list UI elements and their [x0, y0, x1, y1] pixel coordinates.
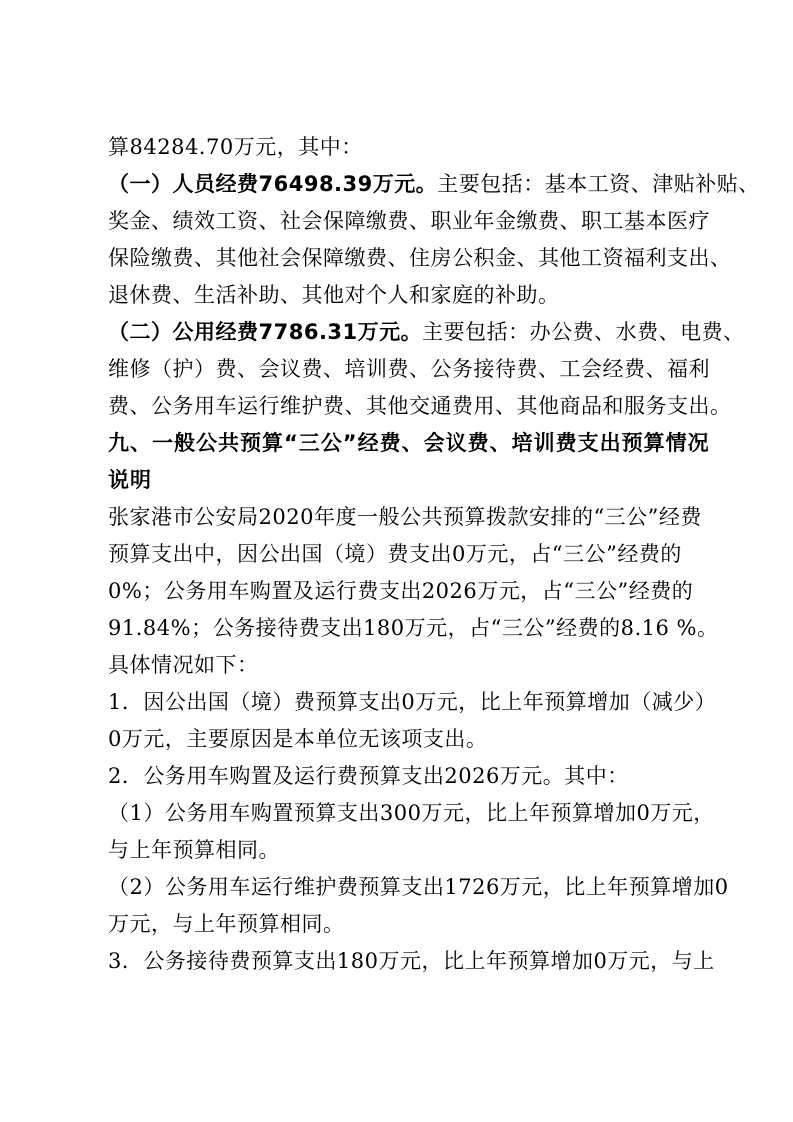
text-line: 保险缴费、其他社会保障缴费、住房公积金、其他工资福利支出、: [108, 246, 732, 270]
text-line: 3．公务接待费预算支出180万元，比上年预算增加0万元，与上: [108, 949, 715, 973]
text-line: 与上年预算相同。: [108, 838, 280, 862]
text-line: （二）公用经费7786.31万元。主要包括：办公费、水费、电费、: [108, 320, 745, 344]
text-line: 万元，与上年预算相同。: [108, 912, 345, 936]
text-line: 算84284.70万元，其中：: [108, 135, 363, 159]
section-label: （二）公用经费7786.31万元。: [108, 320, 423, 344]
text-line: 0%；公务用车购置及运行费支出2026万元，占“三公”经费的: [108, 579, 694, 603]
text-line: 退休费、生活补助、其他对个人和家庭的补助。: [108, 283, 560, 307]
text-line: 维修（护）费、会议费、培训费、公务接待费、工会经费、福利: [108, 357, 710, 381]
text-line: 1．因公出国（境）费预算支出0万元，比上年预算增加（减少）: [108, 690, 717, 714]
text-line: 费、公务用车运行维护费、其他交通费用、其他商品和服务支出。: [108, 394, 732, 418]
text-line: 具体情况如下：: [108, 653, 259, 677]
text-line: 预算支出中，因公出国（境）费支出0万元，占“三公”经费的: [108, 542, 682, 566]
text-line: 91.84%；公务接待费支出180万元，占“三公”经费的8.16 %。: [108, 616, 719, 640]
text-line: 0万元，主要原因是本单位无该项支出。: [108, 727, 488, 751]
text-line: （1）公务用车购置预算支出300万元，比上年预算增加0万元，: [108, 801, 715, 825]
section-heading: 说明: [108, 468, 152, 492]
text-line: （2）公务用车运行维护费预算支出1726万元，比上年预算增加0: [108, 875, 729, 899]
text-line: 奖金、绩效工资、社会保障缴费、职业年金缴费、职工基本医疗: [108, 209, 710, 233]
section-label: （一）人员经费76498.39万元。: [108, 172, 438, 196]
text-line: （一）人员经费76498.39万元。主要包括：基本工资、津贴补贴、: [108, 172, 760, 196]
section-heading: 九、一般公共预算“三公”经费、会议费、培训费支出预算情况: [108, 431, 710, 455]
text-line: 张家港市公安局2020年度一般公共预算拨款安排的“三公”经费: [108, 505, 702, 529]
text-line: 2．公务用车购置及运行费预算支出2026万元。其中：: [108, 764, 629, 788]
